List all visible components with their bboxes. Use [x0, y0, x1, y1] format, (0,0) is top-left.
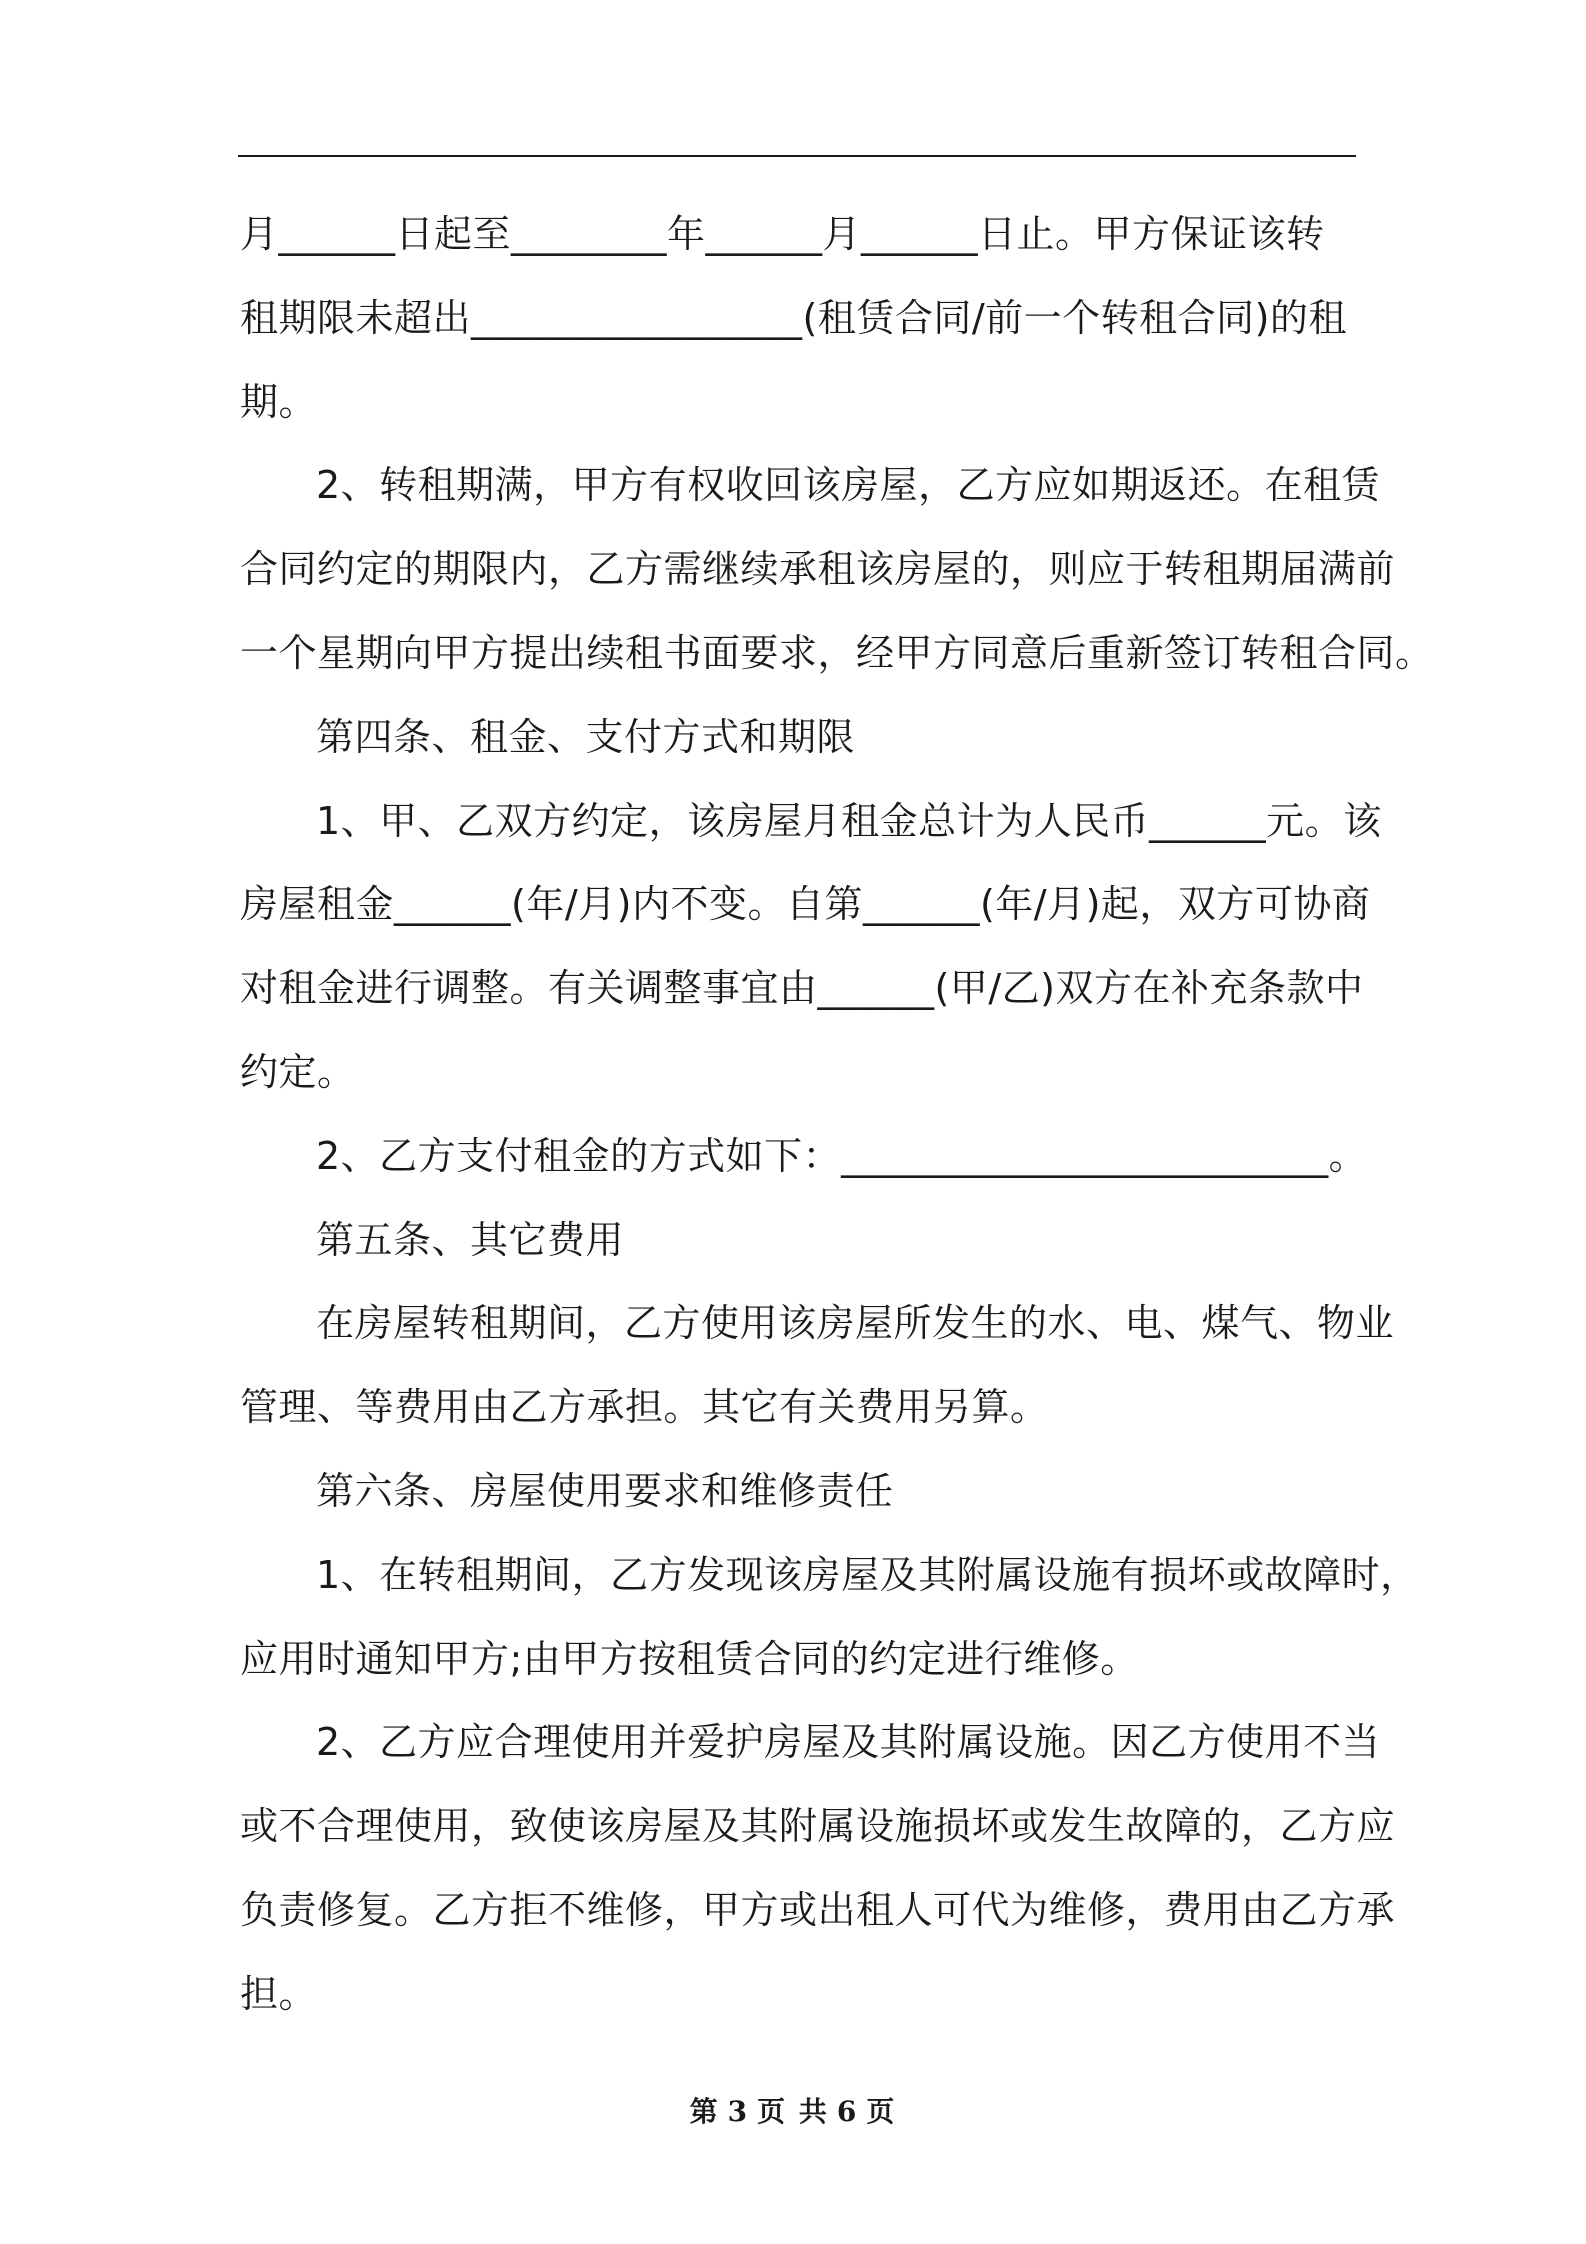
text-line: 合同约定的期限内，乙方需继续承租该房屋的，则应于转租期届满前 [240, 547, 1396, 592]
footer-prefix: 第 [689, 2095, 720, 2128]
text-line: 管理、等费用由乙方承担。其它有关费用另算。 [240, 1385, 1049, 1430]
text-line: 在房屋转租期间，乙方使用该房屋所发生的水、电、煤气、物业 [316, 1301, 1395, 1346]
footer-total-pages: 6 [836, 2095, 859, 2128]
text-line: 第六条、房屋使用要求和维修责任 [316, 1468, 894, 1513]
page-footer [0, 2090, 1586, 2130]
text-line: 1、在转租期间，乙方发现该房屋及其附属设施有损坏或故障时， [316, 1552, 1419, 1597]
text-line: 2、乙方应合理使用并爱护房屋及其附属设施。因乙方使用不当 [316, 1720, 1381, 1765]
text-line: 房屋租金______(年/月)内不变。自第______(年/月)起，双方可协商 [240, 882, 1371, 927]
footer-middle: 页 共 [757, 2095, 829, 2128]
text-line: 期。 [240, 379, 318, 424]
text-line: 负责修复。乙方拒不维修，甲方或出租人可代为维修，费用由乙方承 [240, 1887, 1396, 1932]
text-line: 对租金进行调整。有关调整事宜由______(甲/乙)双方在补充条款中 [240, 966, 1364, 1011]
text-line: 月______日起至________年______月______日止。甲方保证该转 [240, 212, 1325, 256]
text-line: 担。 [240, 1971, 318, 2016]
contract-body [240, 193, 1434, 2037]
footer-suffix: 页 [866, 2095, 897, 2128]
text-line: 或不合理使用，致使该房屋及其附属设施损坏或发生故障的，乙方应 [240, 1804, 1396, 1849]
footer-current-page: 3 [727, 2095, 750, 2128]
text-line: 2、转租期满，甲方有权收回该房屋，乙方应如期返还。在租赁 [316, 463, 1381, 508]
text-line: 租期限未超出_________________(租赁合同/前一个转租合同)的租 [240, 295, 1347, 340]
text-line: 第四条、租金、支付方式和期限 [316, 714, 856, 759]
text-line: 一个星期向甲方提出续租书面要求，经甲方同意后重新签订转租合同。 [240, 630, 1434, 675]
header-rule [238, 155, 1356, 157]
text-line: 1、甲、乙双方约定，该房屋月租金总计为人民币______元。该 [316, 798, 1382, 843]
text-line: 约定。 [240, 1049, 356, 1094]
text-line: 应用时通知甲方;由甲方按租赁合同的约定进行维修。 [240, 1636, 1139, 1681]
text-line: 第五条、其它费用 [316, 1217, 625, 1262]
text-line: 2、乙方支付租金的方式如下：_________________________。 [316, 1133, 1368, 1178]
